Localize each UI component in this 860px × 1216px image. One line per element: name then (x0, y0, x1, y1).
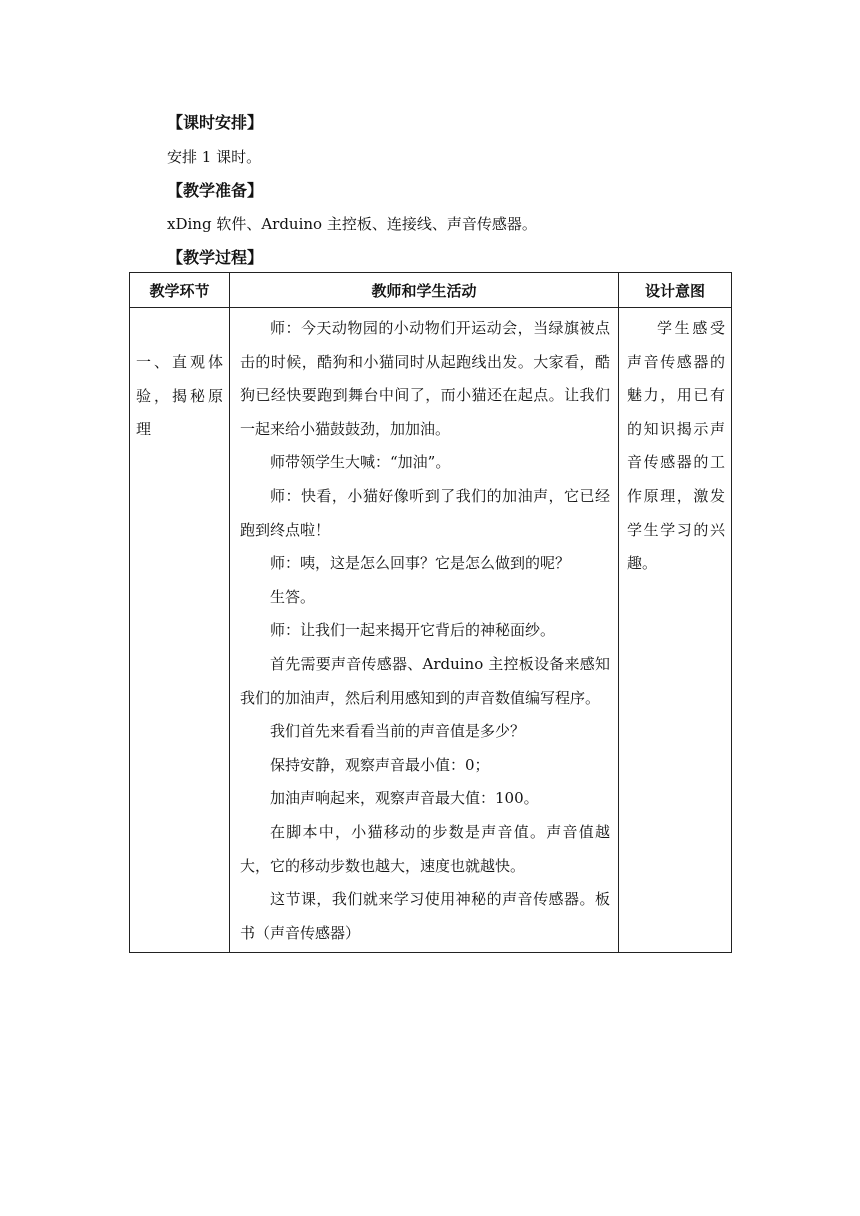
stage-cell (130, 308, 230, 953)
activity-paragraph: 师带领学生大喊：“加油”。 (270, 453, 451, 472)
table-row (130, 308, 732, 953)
activity-paragraph: 师：咦，这是怎么回事？它是怎么做到的呢？ (270, 554, 571, 573)
header-stage: 教学环节 (130, 273, 230, 308)
lesson-process-table (129, 272, 732, 953)
prep-heading: 【教学准备】 (167, 181, 264, 200)
activity-paragraph: 保持安静，观察声音最小值：0； (270, 755, 490, 774)
intent-cell (619, 308, 732, 953)
activity-paragraph: 师：让我们一起来揭开它背后的神秘面纱。 (270, 621, 556, 640)
activity-paragraph: 师：快看，小猫好像听到了我们的加油声，它已经跑到终点啦！ (240, 486, 610, 539)
intent-text: 学生感受声音传感器的魅力，用已有的知识揭示声音传感器的工作原理，激发学生学习的兴趣。 (627, 319, 725, 573)
schedule-text: 安排 1 课时。 (167, 148, 262, 166)
schedule-heading: 【课时安排】 (167, 113, 264, 132)
prep-text: xDing 软件、Arduino 主控板、连接线、声音传感器。 (167, 215, 537, 233)
activity-paragraph: 我们首先来看看当前的声音值是多少？ (270, 722, 526, 741)
activity-paragraph: 这节课，我们就来学习使用神秘的声音传感器。板书（声音传感器） (240, 890, 610, 942)
activities-cell (230, 308, 619, 953)
table-header-row (130, 273, 732, 308)
activity-paragraph: 加油声响起来，观察声音最大值：100。 (270, 789, 539, 808)
stage-text: 一、直观体验，揭秘原理 (136, 353, 223, 439)
activity-paragraph: 生答。 (270, 587, 316, 606)
process-heading: 【教学过程】 (167, 248, 264, 267)
activity-paragraph: 在脚本中，小猫移动的步数是声音值。声音值越大，它的移动步数也越大，速度也就越快。 (240, 822, 610, 875)
activity-paragraph: 师：今天动物园的小动物们开运动会，当绿旗被点击的时候，酷狗和小猫同时从起跑线出发。大家看，酷狗已经快要跑到舞台中间了，而小猫还在起点。让我们一起来给小猫鼓鼓劲，加加油。 (240, 319, 610, 438)
header-intent: 设计意图 (619, 273, 732, 308)
header-activities: 教师和学生活动 (230, 273, 619, 308)
activity-paragraph: 首先需要声音传感器、Arduino 主控板设备来感知我们的加油声，然后利用感知到的声音数值编写程序。 (240, 654, 610, 707)
